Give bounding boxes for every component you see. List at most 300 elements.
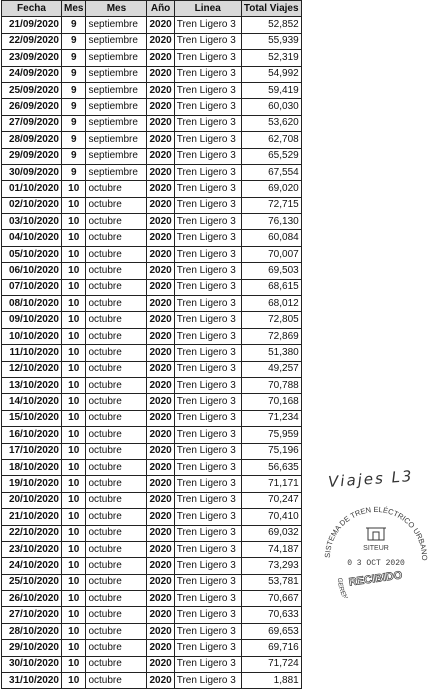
cell-total-viajes: 71,234 bbox=[241, 410, 301, 426]
cell-mes-num: 9 bbox=[62, 33, 86, 49]
cell-anio: 2020 bbox=[147, 525, 174, 541]
table-row bbox=[2, 246, 302, 262]
cell-mes-name: octubre bbox=[86, 443, 147, 459]
cell-total-viajes: 51,380 bbox=[241, 345, 301, 361]
cell-total-viajes: 65,529 bbox=[241, 148, 301, 164]
cell-mes-name: octubre bbox=[86, 574, 147, 590]
cell-mes-name: septiembre bbox=[86, 50, 147, 66]
cell-total-viajes: 69,716 bbox=[241, 640, 301, 656]
cell-total-viajes: 70,667 bbox=[241, 591, 301, 607]
cell-mes-name: septiembre bbox=[86, 99, 147, 115]
cell-linea: Tren Ligero 3 bbox=[174, 17, 241, 33]
cell-mes-num: 10 bbox=[62, 525, 86, 541]
cell-fecha: 25/09/2020 bbox=[2, 82, 62, 98]
cell-linea: Tren Ligero 3 bbox=[174, 443, 241, 459]
cell-fecha: 26/09/2020 bbox=[2, 99, 62, 115]
cell-mes-name: octubre bbox=[86, 427, 147, 443]
cell-fecha: 22/09/2020 bbox=[2, 33, 62, 49]
cell-mes-name: octubre bbox=[86, 279, 147, 295]
cell-mes-name: septiembre bbox=[86, 17, 147, 33]
cell-fecha: 01/10/2020 bbox=[2, 181, 62, 197]
cell-total-viajes: 56,635 bbox=[241, 459, 301, 475]
cell-linea: Tren Ligero 3 bbox=[174, 410, 241, 426]
table-row bbox=[2, 66, 302, 82]
cell-linea: Tren Ligero 3 bbox=[174, 591, 241, 607]
cell-linea: Tren Ligero 3 bbox=[174, 279, 241, 295]
cell-fecha: 04/10/2020 bbox=[2, 230, 62, 246]
cell-mes-name: octubre bbox=[86, 361, 147, 377]
cell-total-viajes: 70,633 bbox=[241, 607, 301, 623]
cell-anio: 2020 bbox=[147, 345, 174, 361]
cell-linea: Tren Ligero 3 bbox=[174, 673, 241, 689]
table-row bbox=[2, 558, 302, 574]
cell-linea: Tren Ligero 3 bbox=[174, 607, 241, 623]
table-row bbox=[2, 296, 302, 312]
cell-linea: Tren Ligero 3 bbox=[174, 361, 241, 377]
cell-anio: 2020 bbox=[147, 279, 174, 295]
cell-total-viajes: 55,939 bbox=[241, 33, 301, 49]
cell-mes-num: 10 bbox=[62, 230, 86, 246]
cell-total-viajes: 72,805 bbox=[241, 312, 301, 328]
cell-anio: 2020 bbox=[147, 296, 174, 312]
cell-mes-num: 10 bbox=[62, 541, 86, 557]
cell-mes-name: octubre bbox=[86, 181, 147, 197]
cell-mes-name: octubre bbox=[86, 656, 147, 672]
cell-linea: Tren Ligero 3 bbox=[174, 33, 241, 49]
cell-linea: Tren Ligero 3 bbox=[174, 115, 241, 131]
cell-anio: 2020 bbox=[147, 558, 174, 574]
cell-mes-name: septiembre bbox=[86, 132, 147, 148]
table-row bbox=[2, 197, 302, 213]
cell-mes-name: octubre bbox=[86, 509, 147, 525]
cell-total-viajes: 71,171 bbox=[241, 476, 301, 492]
cell-linea: Tren Ligero 3 bbox=[174, 509, 241, 525]
header-linea: Linea bbox=[174, 1, 241, 17]
table-row bbox=[2, 230, 302, 246]
cell-mes-num: 10 bbox=[62, 279, 86, 295]
cell-linea: Tren Ligero 3 bbox=[174, 640, 241, 656]
cell-mes-num: 10 bbox=[62, 558, 86, 574]
cell-fecha: 29/10/2020 bbox=[2, 640, 62, 656]
header-mes-name: Mes bbox=[86, 1, 147, 17]
cell-fecha: 23/10/2020 bbox=[2, 541, 62, 557]
cell-mes-num: 10 bbox=[62, 591, 86, 607]
cell-total-viajes: 70,007 bbox=[241, 246, 301, 262]
cell-fecha: 29/09/2020 bbox=[2, 148, 62, 164]
cell-mes-name: octubre bbox=[86, 492, 147, 508]
cell-anio: 2020 bbox=[147, 541, 174, 557]
table-row bbox=[2, 263, 302, 279]
cell-mes-name: octubre bbox=[86, 230, 147, 246]
cell-mes-num: 10 bbox=[62, 427, 86, 443]
cell-total-viajes: 60,084 bbox=[241, 230, 301, 246]
cell-linea: Tren Ligero 3 bbox=[174, 246, 241, 262]
cell-linea: Tren Ligero 3 bbox=[174, 345, 241, 361]
cell-total-viajes: 69,020 bbox=[241, 181, 301, 197]
stamp-date: 0 3 OCT 2020 bbox=[347, 559, 405, 568]
table-row bbox=[2, 427, 302, 443]
table-row bbox=[2, 410, 302, 426]
cell-total-viajes: 53,781 bbox=[241, 574, 301, 590]
cell-mes-name: octubre bbox=[86, 246, 147, 262]
cell-anio: 2020 bbox=[147, 427, 174, 443]
header-anio: Año bbox=[147, 1, 174, 17]
cell-anio: 2020 bbox=[147, 673, 174, 689]
table-row bbox=[2, 50, 302, 66]
table-row bbox=[2, 673, 302, 689]
cell-mes-name: septiembre bbox=[86, 82, 147, 98]
cell-mes-num: 9 bbox=[62, 82, 86, 98]
cell-linea: Tren Ligero 3 bbox=[174, 82, 241, 98]
cell-mes-num: 9 bbox=[62, 99, 86, 115]
cell-anio: 2020 bbox=[147, 263, 174, 279]
cell-total-viajes: 72,715 bbox=[241, 197, 301, 213]
cell-mes-name: septiembre bbox=[86, 164, 147, 180]
cell-fecha: 24/10/2020 bbox=[2, 558, 62, 574]
table-row bbox=[2, 509, 302, 525]
cell-mes-num: 10 bbox=[62, 509, 86, 525]
cell-linea: Tren Ligero 3 bbox=[174, 164, 241, 180]
cell-fecha: 20/10/2020 bbox=[2, 492, 62, 508]
cell-mes-num: 10 bbox=[62, 607, 86, 623]
cell-mes-name: octubre bbox=[86, 591, 147, 607]
table-row bbox=[2, 181, 302, 197]
cell-mes-name: octubre bbox=[86, 197, 147, 213]
cell-mes-name: octubre bbox=[86, 623, 147, 639]
cell-anio: 2020 bbox=[147, 312, 174, 328]
stamp-received: RECIBIDO bbox=[348, 569, 404, 589]
cell-mes-name: octubre bbox=[86, 525, 147, 541]
cell-mes-num: 10 bbox=[62, 623, 86, 639]
cell-fecha: 10/10/2020 bbox=[2, 328, 62, 344]
cell-anio: 2020 bbox=[147, 17, 174, 33]
cell-linea: Tren Ligero 3 bbox=[174, 181, 241, 197]
cell-anio: 2020 bbox=[147, 246, 174, 262]
cell-mes-num: 10 bbox=[62, 377, 86, 393]
cell-linea: Tren Ligero 3 bbox=[174, 525, 241, 541]
table-row bbox=[2, 591, 302, 607]
cell-fecha: 24/09/2020 bbox=[2, 66, 62, 82]
cell-linea: Tren Ligero 3 bbox=[174, 296, 241, 312]
cell-linea: Tren Ligero 3 bbox=[174, 656, 241, 672]
cell-total-viajes: 60,030 bbox=[241, 99, 301, 115]
cell-linea: Tren Ligero 3 bbox=[174, 99, 241, 115]
cell-mes-name: octubre bbox=[86, 673, 147, 689]
cell-linea: Tren Ligero 3 bbox=[174, 66, 241, 82]
cell-fecha: 11/10/2020 bbox=[2, 345, 62, 361]
cell-mes-name: octubre bbox=[86, 476, 147, 492]
table-row bbox=[2, 607, 302, 623]
stamp-building-icon bbox=[366, 528, 386, 540]
cell-mes-num: 10 bbox=[62, 197, 86, 213]
cell-mes-num: 10 bbox=[62, 574, 86, 590]
cell-mes-name: octubre bbox=[86, 640, 147, 656]
cell-fecha: 22/10/2020 bbox=[2, 525, 62, 541]
cell-anio: 2020 bbox=[147, 591, 174, 607]
trips-table bbox=[1, 0, 302, 689]
cell-linea: Tren Ligero 3 bbox=[174, 230, 241, 246]
cell-total-viajes: 70,410 bbox=[241, 509, 301, 525]
handwritten-note: Viajes L3 bbox=[327, 467, 415, 491]
cell-mes-num: 10 bbox=[62, 312, 86, 328]
cell-total-viajes: 71,724 bbox=[241, 656, 301, 672]
cell-total-viajes: 70,247 bbox=[241, 492, 301, 508]
cell-fecha: 02/10/2020 bbox=[2, 197, 62, 213]
cell-mes-num: 10 bbox=[62, 246, 86, 262]
cell-mes-num: 9 bbox=[62, 66, 86, 82]
received-stamp bbox=[318, 478, 431, 598]
cell-anio: 2020 bbox=[147, 214, 174, 230]
table-row bbox=[2, 99, 302, 115]
cell-anio: 2020 bbox=[147, 476, 174, 492]
table-row bbox=[2, 312, 302, 328]
cell-mes-num: 10 bbox=[62, 181, 86, 197]
cell-mes-num: 10 bbox=[62, 410, 86, 426]
cell-linea: Tren Ligero 3 bbox=[174, 132, 241, 148]
cell-total-viajes: 49,257 bbox=[241, 361, 301, 377]
stamp-arc-text: SISTEMA DE TREN ELÉCTRICO URBANO bbox=[322, 504, 430, 561]
cell-fecha: 21/09/2020 bbox=[2, 17, 62, 33]
cell-total-viajes: 68,615 bbox=[241, 279, 301, 295]
cell-mes-num: 10 bbox=[62, 328, 86, 344]
cell-mes-num: 10 bbox=[62, 361, 86, 377]
table-row bbox=[2, 328, 302, 344]
cell-linea: Tren Ligero 3 bbox=[174, 50, 241, 66]
cell-total-viajes: 68,012 bbox=[241, 296, 301, 312]
cell-anio: 2020 bbox=[147, 181, 174, 197]
cell-mes-num: 9 bbox=[62, 17, 86, 33]
cell-mes-num: 10 bbox=[62, 443, 86, 459]
cell-linea: Tren Ligero 3 bbox=[174, 214, 241, 230]
cell-total-viajes: 53,620 bbox=[241, 115, 301, 131]
cell-linea: Tren Ligero 3 bbox=[174, 197, 241, 213]
cell-total-viajes: 54,992 bbox=[241, 66, 301, 82]
cell-linea: Tren Ligero 3 bbox=[174, 427, 241, 443]
table-row bbox=[2, 82, 302, 98]
cell-mes-name: octubre bbox=[86, 541, 147, 557]
header-fecha: Fecha bbox=[2, 1, 62, 17]
cell-mes-num: 10 bbox=[62, 656, 86, 672]
cell-mes-name: octubre bbox=[86, 410, 147, 426]
cell-anio: 2020 bbox=[147, 164, 174, 180]
table-body bbox=[2, 17, 302, 689]
table-row bbox=[2, 132, 302, 148]
cell-linea: Tren Ligero 3 bbox=[174, 476, 241, 492]
cell-fecha: 07/10/2020 bbox=[2, 279, 62, 295]
cell-mes-num: 10 bbox=[62, 476, 86, 492]
cell-anio: 2020 bbox=[147, 361, 174, 377]
cell-fecha: 19/10/2020 bbox=[2, 476, 62, 492]
table-row bbox=[2, 623, 302, 639]
cell-mes-num: 10 bbox=[62, 263, 86, 279]
table-row bbox=[2, 492, 302, 508]
cell-mes-num: 10 bbox=[62, 345, 86, 361]
cell-total-viajes: 72,869 bbox=[241, 328, 301, 344]
cell-mes-name: septiembre bbox=[86, 66, 147, 82]
cell-total-viajes: 76,130 bbox=[241, 214, 301, 230]
cell-fecha: 27/10/2020 bbox=[2, 607, 62, 623]
trips-table-sheet bbox=[1, 0, 302, 689]
cell-anio: 2020 bbox=[147, 82, 174, 98]
cell-fecha: 14/10/2020 bbox=[2, 394, 62, 410]
cell-fecha: 06/10/2020 bbox=[2, 263, 62, 279]
cell-total-viajes: 62,708 bbox=[241, 132, 301, 148]
cell-fecha: 28/09/2020 bbox=[2, 132, 62, 148]
table-row bbox=[2, 443, 302, 459]
cell-fecha: 16/10/2020 bbox=[2, 427, 62, 443]
cell-anio: 2020 bbox=[147, 66, 174, 82]
cell-total-viajes: 67,554 bbox=[241, 164, 301, 180]
table-header-row bbox=[2, 1, 302, 17]
header-total-viajes: Total Viajes bbox=[241, 1, 301, 17]
table-row bbox=[2, 361, 302, 377]
cell-total-viajes: 52,319 bbox=[241, 50, 301, 66]
cell-anio: 2020 bbox=[147, 33, 174, 49]
cell-mes-name: octubre bbox=[86, 459, 147, 475]
cell-anio: 2020 bbox=[147, 574, 174, 590]
cell-anio: 2020 bbox=[147, 132, 174, 148]
table-row bbox=[2, 279, 302, 295]
cell-anio: 2020 bbox=[147, 50, 174, 66]
cell-fecha: 28/10/2020 bbox=[2, 623, 62, 639]
cell-total-viajes: 69,032 bbox=[241, 525, 301, 541]
cell-mes-name: octubre bbox=[86, 607, 147, 623]
cell-fecha: 30/10/2020 bbox=[2, 656, 62, 672]
table-row bbox=[2, 164, 302, 180]
header-mes-num: Mes bbox=[62, 1, 86, 17]
cell-total-viajes: 1,881 bbox=[241, 673, 301, 689]
cell-mes-name: octubre bbox=[86, 312, 147, 328]
cell-fecha: 21/10/2020 bbox=[2, 509, 62, 525]
cell-fecha: 13/10/2020 bbox=[2, 377, 62, 393]
cell-anio: 2020 bbox=[147, 459, 174, 475]
cell-fecha: 31/10/2020 bbox=[2, 673, 62, 689]
cell-anio: 2020 bbox=[147, 99, 174, 115]
cell-anio: 2020 bbox=[147, 443, 174, 459]
stamp-bottom-text: GEREN bbox=[335, 577, 349, 598]
cell-linea: Tren Ligero 3 bbox=[174, 377, 241, 393]
table-row bbox=[2, 525, 302, 541]
cell-fecha: 09/10/2020 bbox=[2, 312, 62, 328]
cell-mes-num: 9 bbox=[62, 50, 86, 66]
cell-linea: Tren Ligero 3 bbox=[174, 328, 241, 344]
cell-linea: Tren Ligero 3 bbox=[174, 148, 241, 164]
cell-anio: 2020 bbox=[147, 410, 174, 426]
cell-mes-name: octubre bbox=[86, 263, 147, 279]
table-row bbox=[2, 574, 302, 590]
cell-linea: Tren Ligero 3 bbox=[174, 558, 241, 574]
table-row bbox=[2, 115, 302, 131]
cell-mes-name: octubre bbox=[86, 214, 147, 230]
cell-total-viajes: 70,168 bbox=[241, 394, 301, 410]
cell-anio: 2020 bbox=[147, 640, 174, 656]
cell-linea: Tren Ligero 3 bbox=[174, 394, 241, 410]
cell-linea: Tren Ligero 3 bbox=[174, 459, 241, 475]
cell-mes-name: octubre bbox=[86, 558, 147, 574]
cell-mes-name: octubre bbox=[86, 377, 147, 393]
cell-mes-num: 10 bbox=[62, 214, 86, 230]
cell-total-viajes: 52,852 bbox=[241, 17, 301, 33]
cell-mes-num: 9 bbox=[62, 115, 86, 131]
table-row bbox=[2, 33, 302, 49]
cell-linea: Tren Ligero 3 bbox=[174, 263, 241, 279]
table-row bbox=[2, 476, 302, 492]
cell-anio: 2020 bbox=[147, 148, 174, 164]
cell-mes-num: 9 bbox=[62, 148, 86, 164]
cell-total-viajes: 74,187 bbox=[241, 541, 301, 557]
cell-fecha: 17/10/2020 bbox=[2, 443, 62, 459]
cell-mes-name: septiembre bbox=[86, 148, 147, 164]
cell-total-viajes: 75,959 bbox=[241, 427, 301, 443]
table-row bbox=[2, 459, 302, 475]
stamp-org: SITEUR bbox=[363, 545, 389, 552]
cell-total-viajes: 69,503 bbox=[241, 263, 301, 279]
cell-fecha: 05/10/2020 bbox=[2, 246, 62, 262]
cell-fecha: 26/10/2020 bbox=[2, 591, 62, 607]
cell-anio: 2020 bbox=[147, 230, 174, 246]
cell-fecha: 03/10/2020 bbox=[2, 214, 62, 230]
cell-linea: Tren Ligero 3 bbox=[174, 492, 241, 508]
cell-mes-name: septiembre bbox=[86, 33, 147, 49]
table-row bbox=[2, 148, 302, 164]
cell-mes-num: 10 bbox=[62, 673, 86, 689]
cell-fecha: 08/10/2020 bbox=[2, 296, 62, 312]
cell-linea: Tren Ligero 3 bbox=[174, 541, 241, 557]
cell-anio: 2020 bbox=[147, 607, 174, 623]
cell-mes-name: septiembre bbox=[86, 115, 147, 131]
table-row bbox=[2, 394, 302, 410]
cell-mes-num: 9 bbox=[62, 132, 86, 148]
cell-mes-name: octubre bbox=[86, 328, 147, 344]
cell-anio: 2020 bbox=[147, 656, 174, 672]
cell-fecha: 30/09/2020 bbox=[2, 164, 62, 180]
cell-mes-num: 10 bbox=[62, 459, 86, 475]
cell-mes-name: octubre bbox=[86, 394, 147, 410]
cell-mes-num: 10 bbox=[62, 394, 86, 410]
cell-anio: 2020 bbox=[147, 328, 174, 344]
cell-total-viajes: 73,293 bbox=[241, 558, 301, 574]
table-row bbox=[2, 214, 302, 230]
cell-total-viajes: 59,419 bbox=[241, 82, 301, 98]
table-row bbox=[2, 541, 302, 557]
cell-mes-num: 10 bbox=[62, 492, 86, 508]
cell-fecha: 15/10/2020 bbox=[2, 410, 62, 426]
table-row bbox=[2, 17, 302, 33]
cell-anio: 2020 bbox=[147, 115, 174, 131]
cell-mes-num: 10 bbox=[62, 640, 86, 656]
cell-total-viajes: 75,196 bbox=[241, 443, 301, 459]
cell-fecha: 12/10/2020 bbox=[2, 361, 62, 377]
cell-anio: 2020 bbox=[147, 377, 174, 393]
cell-total-viajes: 69,653 bbox=[241, 623, 301, 639]
cell-fecha: 25/10/2020 bbox=[2, 574, 62, 590]
cell-fecha: 18/10/2020 bbox=[2, 459, 62, 475]
cell-mes-num: 9 bbox=[62, 164, 86, 180]
cell-mes-name: octubre bbox=[86, 296, 147, 312]
cell-mes-num: 10 bbox=[62, 296, 86, 312]
cell-anio: 2020 bbox=[147, 394, 174, 410]
table-row bbox=[2, 640, 302, 656]
cell-anio: 2020 bbox=[147, 492, 174, 508]
cell-anio: 2020 bbox=[147, 197, 174, 213]
cell-total-viajes: 70,788 bbox=[241, 377, 301, 393]
cell-mes-name: octubre bbox=[86, 345, 147, 361]
table-row bbox=[2, 345, 302, 361]
cell-anio: 2020 bbox=[147, 623, 174, 639]
cell-linea: Tren Ligero 3 bbox=[174, 623, 241, 639]
cell-linea: Tren Ligero 3 bbox=[174, 312, 241, 328]
cell-anio: 2020 bbox=[147, 509, 174, 525]
